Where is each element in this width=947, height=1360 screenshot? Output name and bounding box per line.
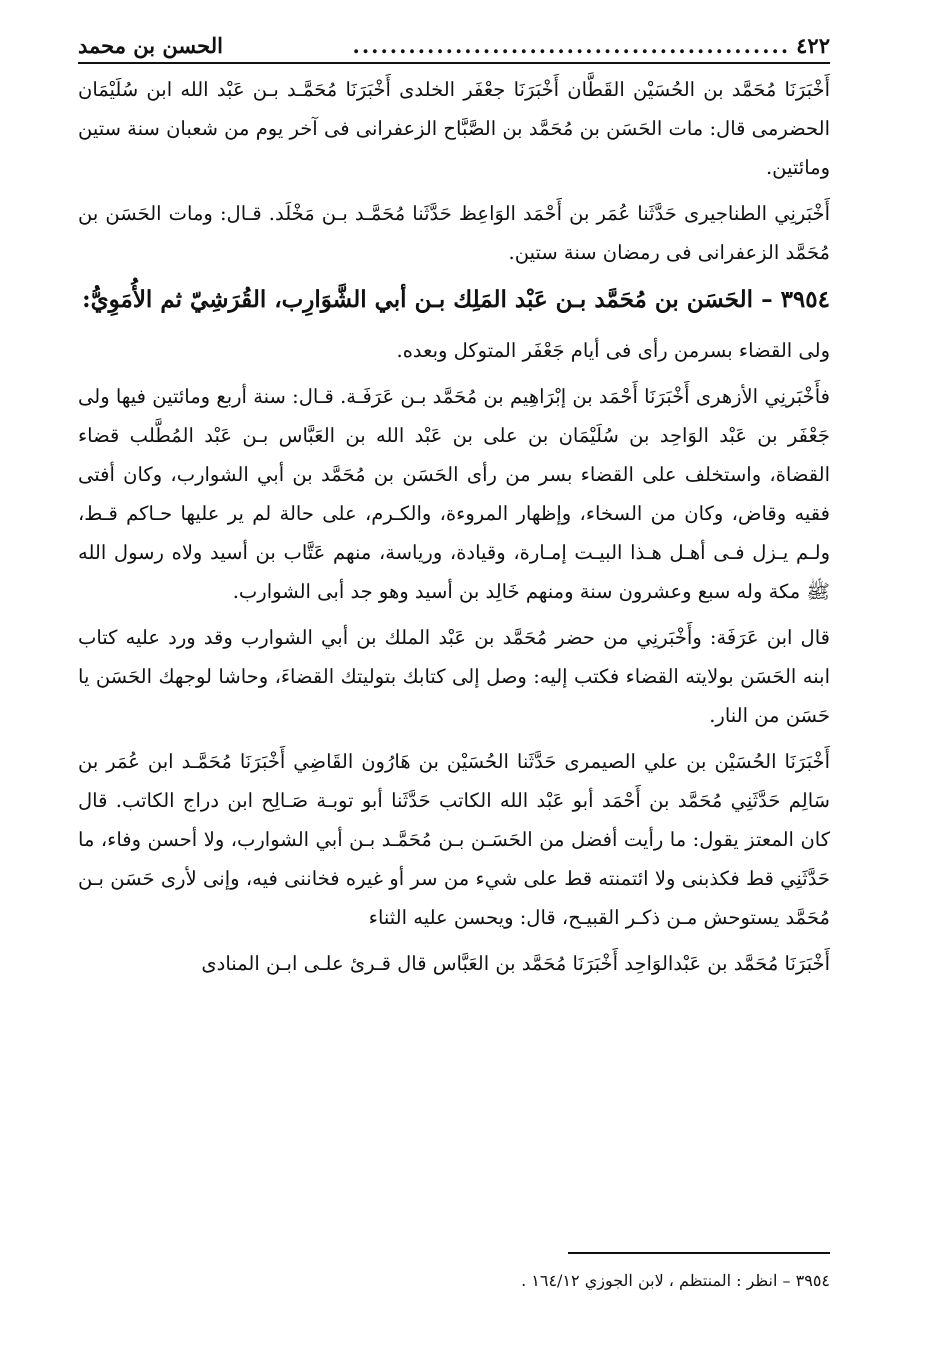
- running-header: [78, 30, 830, 64]
- entry-paragraph: أَخْبَرَنَا مُحَمَّد بن عَبْدالوَاحِد أَخْبَرَنَا مُحَمَّد بن العَبَّاس قال قـرئ علـى ابـن المنادى: [201, 952, 830, 975]
- running-title: الحسن بن محمد: [78, 33, 223, 58]
- paragraph: أَخْبَرَنَا مُحَمَّد بن الحُسَيْن القَطَّان أَخْبَرَنَا جعْفَر الخلدى أَخْبَرَنَا مُحَمَّـد بـن عَبْد الله ابن سُلَيْمَان الحضرمى قال: مات الحَسَن بن مُحَمَّد بن الصَّبَّاح الزعفرانى فى آخر يوم من شعبان سنة ستين ومائتين.: [78, 78, 830, 179]
- footnote-divider: [568, 1252, 830, 1254]
- entry-paragraph: أَخْبَرَنَا الحُسَيْن بن علي الصيمرى حَدَّثَنا الحُسَيْن بن هَارُون القَاضِي أَخْبَرَنَا مُحَمَّـد ابن عُمَر بن سَالِم حَدَّثَنِي مُحَمَّد بن أَحْمَد أبو عَبْد الله الكاتب حَدَّثَنا أبو توبـة صَـالِح ابن دراج الكاتب. قال كان المعتز يقول: ما رأيت أفضل من الحَسَـن بـن مُحَمَّـد بـن أبي الشوارب، ولا أحسن وفاء، ما حَدَّثَنِي قط فكذبنى ولا ائتمنته قط على شيء من سر أو غيره فخاننى فيه، وإنى لأرى حَسَن بـن مُحَمَّد يستوحش مـن ذكـر القبيـح، قال: ويحسن عليه الثناء: [78, 750, 830, 929]
- book-page: [78, 30, 830, 1290]
- entry-heading: ٣٩٥٤ – الحَسَن بن مُحَمَّد بـن عَبْد المَلِك بـن أبي الشَّوَارِب، القُرَشِيّ ثم الأُمَوِيُّ:: [82, 286, 830, 313]
- entry-paragraph: قال ابن عَرَفَة: وأَخْبَرنِي من حضر مُحَمَّد بن عَبْد الملك بن أبي الشوارب وقد ورد عليه كتاب ابنه الحَسَن بولايته القضاء فكتب إليه: وصل إلى كتابك بتوليتك القضاءَ، وحاشا لوجهك الحَسَن يا حَسَن من النار.: [78, 626, 830, 727]
- header-leader-dots: ...............................................: [352, 33, 791, 58]
- entry-paragraph: فأَخْبَرنِي الأزهرى أَخْبَرَنَا أَحْمَد بن إبْرَاهِيم بن مُحَمَّد بـن عَرَفَـة. قـال: سنة أربع ومائتين فيها ولى جَعْفَر بن عَبْد الوَاحِد بن سُلَيْمَان بن على بن عَبْد الله بن العَبَّاس بـن عَبْد المُطَّلب قضاء القضاة، واستخلف على القضاء بسر من رأى الحَسَن بن مُحَمَّد بن أبي الشوارب، وكان أفتى فقيه وقاض، وكان من السخاء، وإظهار المروءة، والكـرم، على حالة لم ير عليها حـاكم قـط، ولـم يـزل فـى أهـل هـذا البيـت إمـارة، وقيادة، ورياسة، منهم عَتَّاب بن أسيد ولاه رسول الله ﷺ مكة وله سبع وعشرون سنة ومنهم خَالِد بن أسيد وهو جد أبى الشوارب.: [78, 385, 830, 603]
- footnote: ٣٩٥٤ – انظر : المنتظم ، لابن الجوزي ١٦٤/١٢ .: [521, 1271, 830, 1290]
- entry-paragraph: ولى القضاء بسرمن رأى فى أيام جَعْفَر المتوكل وبعده.: [396, 339, 830, 362]
- paragraph: أَخْبَرنِي الطناجيرى حَدَّثَنا عُمَر بن أَحْمَد الوَاعِظ حَدَّثَنا مُحَمَّـد بـن مَخْلَد. قـال: ومات الحَسَن بن مُحَمَّد الزعفرانى فى رمضان سنة ستين.: [78, 202, 830, 264]
- page-number: ٤٢٢: [796, 33, 830, 58]
